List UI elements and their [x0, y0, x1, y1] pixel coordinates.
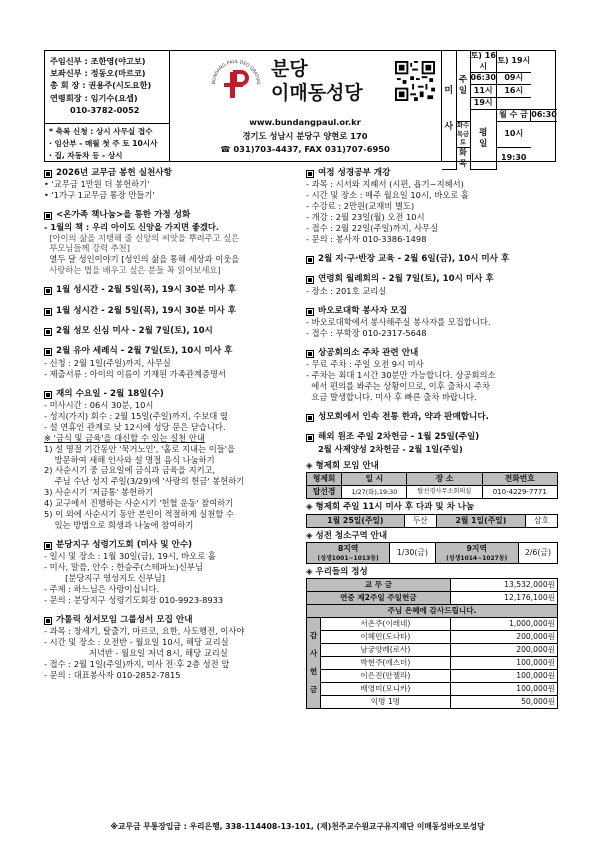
thanks-banner: 주님 은혜에 감사드립니다.: [307, 605, 558, 618]
tithe-bank-footer: ※교무금 무통장입금 : 우리은행, 338-114408-13-101, (재)천주교수원교구유지재단 이매동성바오로성당: [110, 822, 485, 831]
weekday-label: 평 일: [470, 109, 496, 169]
church-identity: [171, 51, 441, 162]
notice-first-saturday: 1월 성시간 - 2월 5일(목), 19시 30분 미사 후: [44, 285, 298, 296]
notice-district-education: 2월 지·구·반장 교육 - 2월 6일(금), 10시 미사 후: [306, 254, 558, 265]
notice-bible-group: 가톨릭 성서모임 그룹성서 모집 안내 - 과목 : 창세기, 탈출기, 마르코, 요한, 사도행전, 이사야 - 시간 및 장소 : 오전반 - 월요일 10시, 해당 교리실 저녁반 - 월요일 저녁 8시, 해당 교리실 - 접수 : 2월 1일(주일)까지, 미사 전·후 2층 성전 앞 - 문의 : 대표봉사자 010-2852-7815: [44, 615, 245, 681]
bullet-square-icon: [44, 170, 52, 178]
bullet-square-icon: [306, 414, 314, 422]
notice-parking: 상공회의소 주차 관련 안내 - 무료 주차 : 주일 오전 9시 미사 - 주차는 최대 1시간 30분만 가능합니다. 상공회의소 에서 편의를 봐주는 상황이므로, 이후 출차시 주차 요금 발생합니다. 미사 후 빠른 출차 바랍니다.: [306, 347, 496, 402]
bullet-square-icon: [306, 308, 314, 316]
mass-side-label: 미 사: [442, 51, 456, 169]
gathering-title: ◈ 형제회 모임 안내: [306, 460, 379, 471]
right-column: [306, 168, 558, 709]
mass-schedule-table: 미 사 주 일 토) 16시 토) 19시 06:30 09시 11시 16시 19시 평 일 월 수 금 06:30 화수목금토 10시 화 목 19:30: [442, 51, 557, 170]
bullet-square-icon: [306, 276, 314, 284]
notice-second-collection: 해외 원조 주일 2차헌금 - 1월 25일(주일) 2월 사제양성 2차헌금 - 2월 1일(주일): [306, 432, 558, 454]
bullet-square-icon: [44, 308, 52, 316]
bullet-square-icon: [306, 256, 314, 264]
notice-marian-mass: 2월 성모 신심 미사 - 2월 7일(토), 10시: [44, 326, 298, 337]
notice-bible-study: 여정 성경공부 개강 - 과목 : 시서와 지혜서 (시편, 욥기~지혜서) - 시간 및 장소 : 매주 월요일 10시, 바오로 홀 - 수강료 : 2만원(교재비 별도) - 개강 : 2월 23일(월) 오전 10시 - 접수 : 2월 22일(주일)까지, 사무실 - 문의 : 봉사자 010-3386-1498: [306, 168, 469, 245]
qr-code-icon[interactable]: [395, 61, 435, 101]
bullet-square-icon: [44, 328, 52, 336]
staff-assistant: 보좌신부 : 정동오(마르코): [50, 68, 146, 79]
left-column: [44, 168, 298, 681]
staff-phone: 010-3782-0052: [70, 104, 140, 115]
blessing-note: * 축복 신청 : 상시 사무실 접수 · 임산부 - 매월 첫 주 토 10시사 · 집, 자동차 등 - 상시: [45, 123, 169, 162]
bullet-square-icon: [44, 348, 52, 356]
website-link[interactable]: www.bundangpaul.or.kr: [249, 117, 361, 127]
mass-schedule: [441, 51, 557, 168]
church-name: 분당 이매동성당: [271, 58, 363, 104]
svg-text:BUNDANG PAUL DEO GRATIAS: BUNDANG PAUL DEO GRATIAS: [211, 59, 261, 85]
staff-panel: [45, 51, 170, 162]
bulletin-header: [44, 50, 557, 168]
notice-paul-college: 바오로대학 봉사자 모집 - 바오로대학에서 봉사해주실 봉사자를 모집합니다. - 접수 : 부학장 010-2317-5648: [306, 305, 491, 338]
offering-table: 교 무 금 13,532,000원 연중 제2주일 주일헌금 12,176,100원 주님 은혜에 감사드립니다. 감 사 헌 금 서온주(이레네) 1,000,000원 이혜민(도나타) 200,000원 남궁양례(로사) 200,000원 박현주(에스더) 100,000원 이은진(안젤라) 100,000원 배영미(모니카) 100,000원 익명 1명 50,000원: [306, 578, 558, 709]
staff-funeral-head: 연령회장 : 임기수(요셉): [50, 92, 138, 103]
offering-title: ◈ 우리들의 정성: [306, 567, 368, 578]
bullet-square-icon: [44, 617, 52, 625]
notice-sweets-sale: 성모회에서 인속 전통 한과, 약과 판매합니다.: [306, 412, 558, 423]
thanks-offering-label: 감 사 헌 금: [307, 618, 321, 709]
church-logo-icon: [209, 57, 263, 111]
gathering-table: 형제회 일 시 장 소 전화번호 탑선경 1/27(화),19:30 탑선경사무소회의실 010-4229-7771: [306, 472, 558, 500]
notice-holy-hour: 1월 성시간 - 2월 5일(목), 19시 30분 미사 후: [44, 306, 298, 317]
cleaning-title: ◈ 성전 청소구역 안내: [306, 530, 388, 541]
notice-ash-wednesday: 재의 수요일 - 2월 18일(수) - 미사시간 : 06시 30분, 10시 - 성지(가지) 회수 : 2월 15일(주일)까지, 수보대 옆 - 설 연휴인 관계로 낮 12시에 성당 문은 닫습니다. ※ '금식 및 금육'을 대신할 수 있는 실천 안내 1) 설 명절 기간동안 '묵거노인', '홀로 지내는 이들'을 방문하여 새해 인사와 설 명절 음식 나눔하기 2) 사순시기 중 금요일에 금식과 금육을 지키고, 주님 수난 성지 주일(3/29)에 '사랑의 헌금' 봉헌하기 3) 사순시기 '저금통' 봉헌하기 4) 교구에서 진행하는 사순시기 '헌혈 운동' 참여하기 5) 이 외에 사순시기 동안 본인이 적절하게 실천할 수 있는 방법으로 희생과 나눔에 참여하기: [44, 388, 245, 531]
sunday-label: 주 일: [456, 51, 470, 122]
bullet-square-icon: [44, 542, 52, 550]
brother-mass-title: ◈ 형제회 주일 11시 미사 후 다과 및 차 나눔: [306, 502, 475, 513]
bullet-square-icon: [306, 350, 314, 358]
staff-list: [45, 51, 169, 116]
bullet-square-icon: [306, 170, 314, 178]
notice-infant-baptism: 2월 유아 세례식 - 2월 7일(토), 10시 미사 후 - 신청 : 2월 1일(주일)까지, 사무실 - 제출서류 : 아이의 이름이 기재된 가족관계증명서: [44, 346, 233, 379]
bullet-square-icon: [44, 391, 52, 399]
notice-tithe-practice: 2026년 교무금 봉헌 실천사항 • '교무금 1만원 더 봉헌하기' • '1가구 1교무금 통장 만들기': [44, 168, 172, 201]
cleaning-table: 8지역 (성생1001~1013동) 1/30(금) 9지역 (성생1014~1027동) 2/6(금): [306, 542, 558, 564]
brother-mass-table: 1월 25일(주일) 두산 2월 1일(주일) 삼호: [306, 514, 558, 528]
notice-charismatic-prayer: 분당지구 성령기도회 (미사 및 안수) - 일시 및 장소 : 1월 30일(금), 19시, 바오로 홀 - 미사, 말씀, 안수 : 한승주(스테파노)신부님 [분당지구 영성지도 신부님] - 주제 : 하느님은 사랑이십니다. - 문의 : 분당지구 성령기도회장 010-9923-8933: [44, 540, 224, 606]
church-address: 경기도 성남시 분당구 양현로 170: [242, 131, 368, 141]
staff-pastor: 주임신부 : 조한영(야고보): [50, 56, 146, 66]
bullet-square-icon: [306, 434, 314, 442]
bullet-square-icon: [44, 287, 52, 295]
church-phone: ☎ 031)703-4437, FAX 031)707-6950: [220, 144, 390, 154]
bullet-square-icon: [44, 212, 52, 220]
notice-family-book: <온가족 책나눔>을 통한 가정 성화 - 1월의 책 : 우리 아이도 신앙을 가지면 좋겠다. [아이의 삶을 지탱해 줄 신앙의 씨앗을 뿌려주고 싶은 부모님들께 강력 추천] 열두 달 성인이야기 [성인의 삶을 통해 세상과 이웃을 사랑하는 법을 배우고 싶은 분들 꼭 읽어보세요]: [44, 210, 240, 276]
notice-funeral-meeting: 연령회 월례회의 - 2월 7일(토), 10시 미사 후 - 장소 : 201호 교리실: [306, 274, 494, 296]
staff-president: 총 회 장 : 권용주(시도요한): [50, 80, 152, 91]
